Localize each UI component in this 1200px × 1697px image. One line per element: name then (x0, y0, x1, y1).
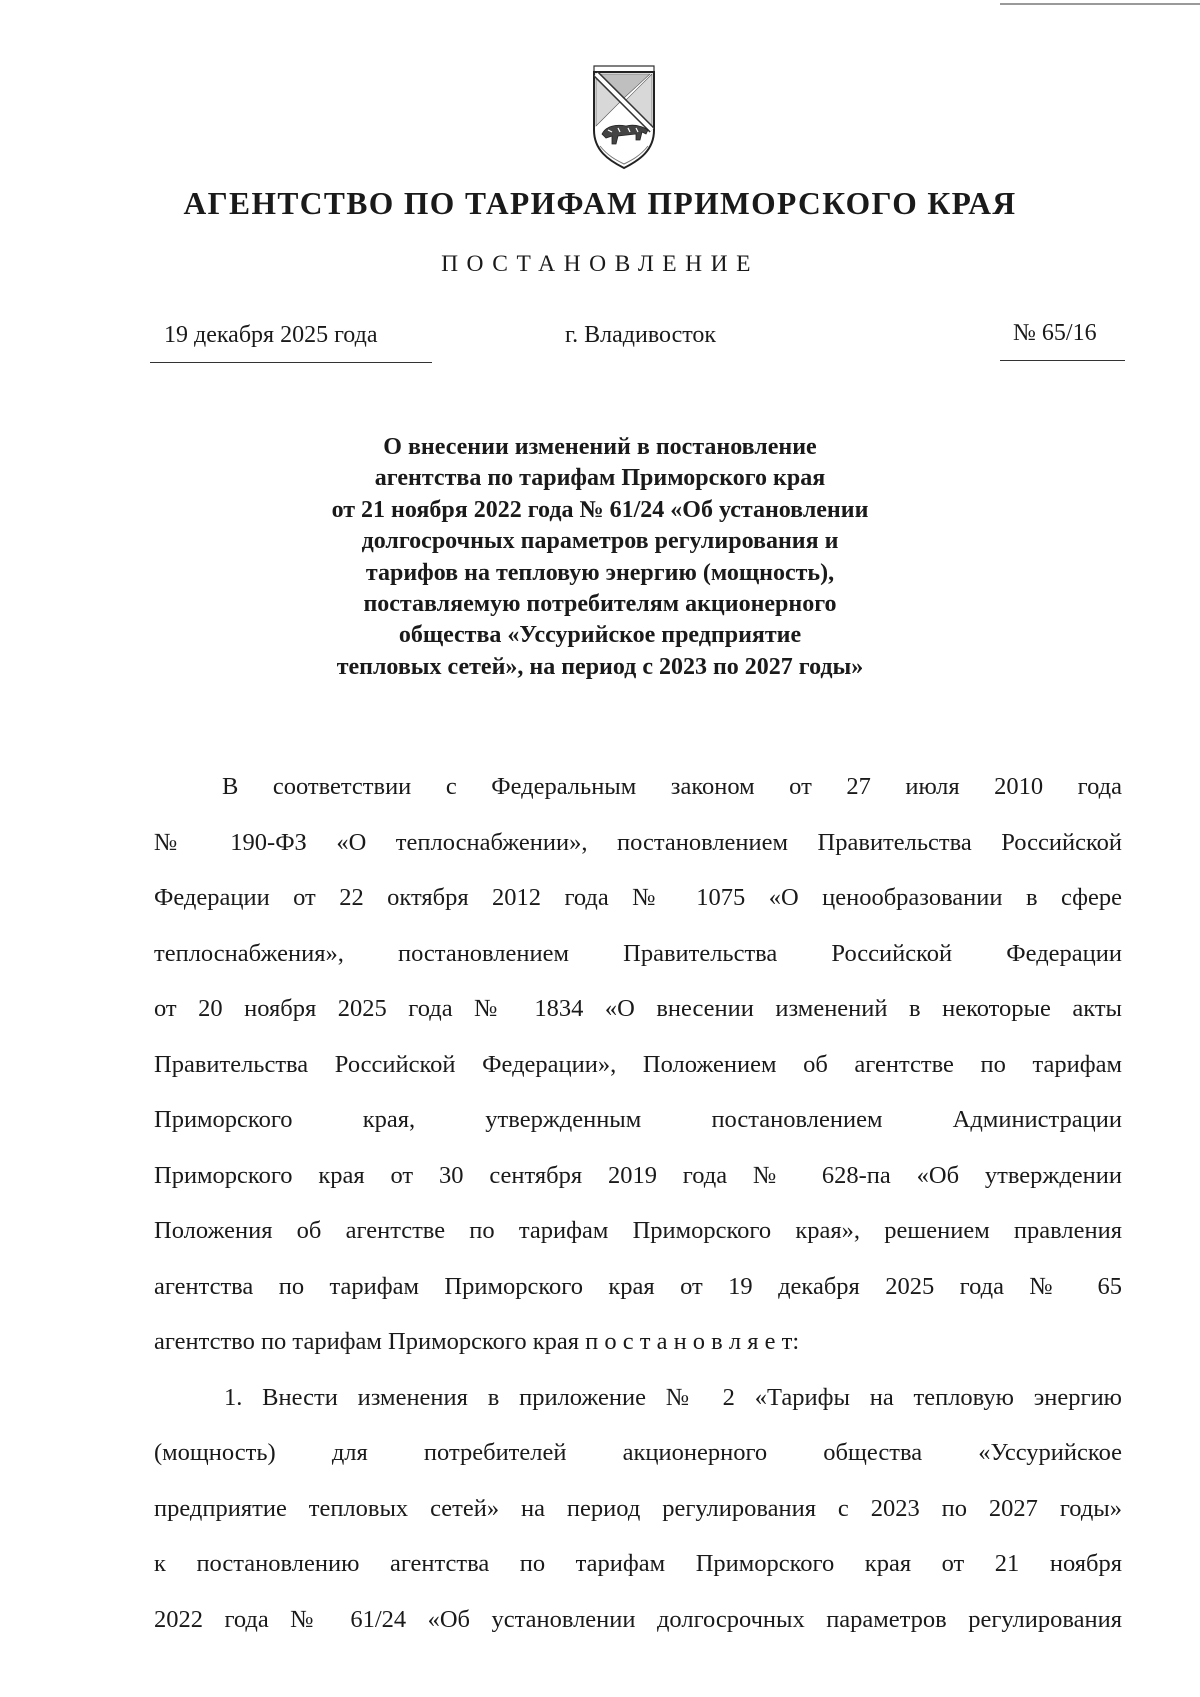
body-line: агентство по тарифам Приморского края п о с т а н о в л я е т: (154, 1328, 800, 1355)
heading-line: от 21 ноября 2022 года № 61/24 «Об установлении (331, 496, 869, 523)
document-heading (0, 432, 1200, 683)
document-date: 19 декабря 2025 года (164, 322, 378, 348)
body-line: № 190-ФЗ «О теплоснабжении», постановлением Правительства Российской (154, 828, 1122, 856)
coat-of-arms-icon (588, 60, 660, 175)
body-line: 2022 года № 61/24 «Об установлении долгосрочных параметров регулирования (154, 1605, 1122, 1633)
heading-line: общества «Уссурийское предприятие (398, 622, 802, 649)
body-line: Приморского края, утвержденным постановлением Администрации (154, 1106, 1122, 1133)
body-line: Положения об агентстве по тарифам Приморского края», решением правления (154, 1217, 1122, 1244)
body-line: теплоснабжения», постановлением Правительства Российской Федерации (154, 939, 1122, 967)
body-line: агентства по тарифам Приморского края от 19 декабря 2025 года № 65 (154, 1272, 1122, 1300)
date-underline (150, 362, 432, 363)
body-line: предприятие тепловых сетей» на период регулирования с 2023 по 2027 годы» (154, 1494, 1122, 1522)
body-line: 1. Внести изменения в приложение № 2 «Тарифы на тепловую энергию (224, 1383, 1122, 1411)
heading-line: поставляемую потребителям акционерного (363, 591, 837, 618)
body-line: Правительства Российской Федерации», Положением об агентстве по тарифам (154, 1050, 1122, 1078)
agency-title: АГЕНТСТВО ПО ТАРИФАМ ПРИМОРСКОГО КРАЯ (183, 186, 1017, 221)
document-body (154, 773, 1122, 1661)
heading-line: агентства по тарифам Приморского края (374, 465, 826, 492)
document-number: № 65/16 (1013, 320, 1097, 346)
heading-line: долгосрочных параметров регулирования и (361, 528, 839, 555)
heading-line: О внесении изменений в постановление (383, 434, 817, 460)
body-line: от 20 ноября 2025 года № 1834 «О внесении изменений в некоторые акты (154, 995, 1122, 1022)
number-underline (1000, 360, 1125, 361)
heading-line: тарифов на тепловую энергию (мощность), (365, 559, 835, 586)
body-line: к постановлению агентства по тарифам Приморского края от 21 ноября (154, 1550, 1122, 1577)
document-city: г. Владивосток (565, 322, 717, 348)
document-type: ПОСТАНОВЛЕНИЕ (441, 251, 759, 277)
body-line: (мощность) для потребителей акционерного общества «Уссурийское (154, 1439, 1122, 1466)
body-line: Федерации от 22 октября 2012 года № 1075 «О ценообразовании в сфере (154, 884, 1122, 911)
scan-edge-line (1000, 3, 1200, 5)
heading-line: тепловых сетей», на период с 2023 по 2027 годы» (336, 653, 864, 680)
body-line: Приморского края от 30 сентября 2019 года № 628-па «Об утверждении (154, 1161, 1122, 1189)
body-line: В соответствии с Федеральным законом от 27 июля 2010 года (222, 773, 1122, 800)
